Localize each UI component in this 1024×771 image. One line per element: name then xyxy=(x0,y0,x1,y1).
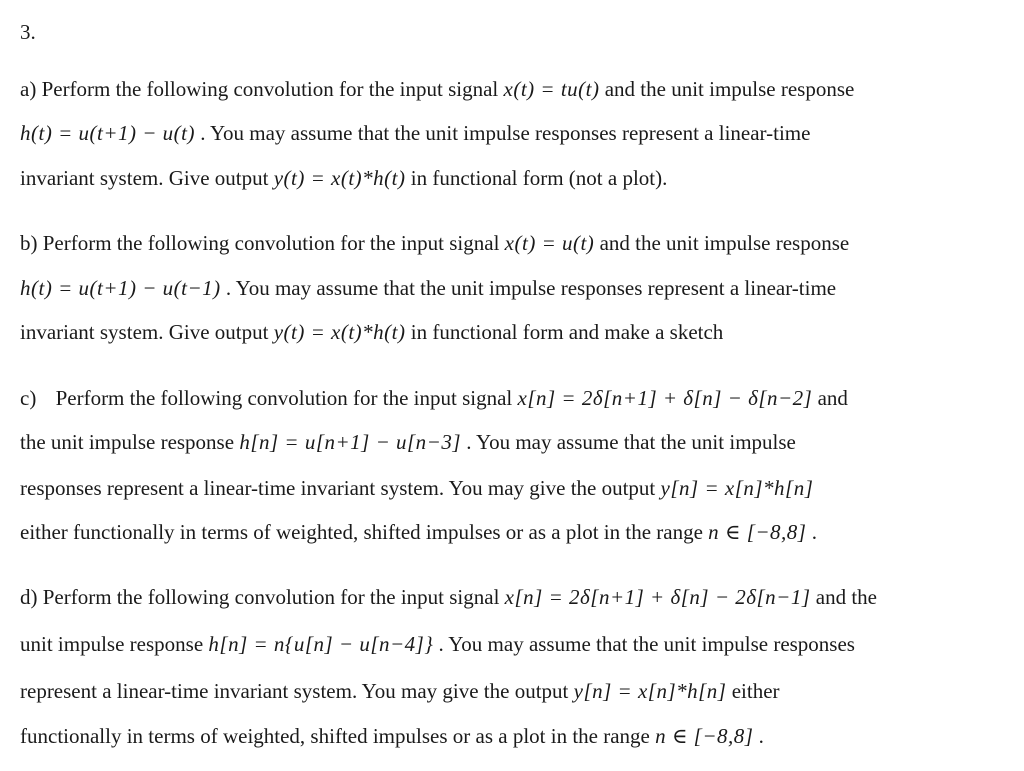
part-d-input-signal: x[n] = 2δ[n+1] + δ[n] − 2δ[n−1] xyxy=(504,585,811,609)
part-a-text: a) Perform the following convolution for the input signal xyxy=(20,77,499,101)
part-c-output: y[n] = x[n]*h[n] xyxy=(660,476,814,500)
question-number: 3. xyxy=(20,20,36,44)
part-d-text: either xyxy=(731,679,780,703)
part-d-text: unit impulse response xyxy=(20,632,204,656)
part-d-line-1 xyxy=(20,582,1010,612)
part-a-text: and the unit impulse response xyxy=(604,77,855,101)
part-d-text: and the xyxy=(815,585,877,609)
part-a-input-signal: x(t) = tu(t) xyxy=(503,77,600,101)
part-d-range: n ∈ [−8,8] xyxy=(655,724,754,748)
part-b-text: b) Perform the following convolution for the input signal xyxy=(20,231,500,255)
part-b-text: invariant system. Give output xyxy=(20,320,269,344)
part-d-output: y[n] = x[n]*h[n] xyxy=(573,679,727,703)
part-c-text: responses represent a linear-time invariant system. You may give the output xyxy=(20,476,656,500)
part-c-line-4 xyxy=(20,517,1010,547)
part-a-text: in functional form (not a plot). xyxy=(410,166,668,190)
part-c-line-2 xyxy=(20,427,1010,457)
part-d-line-3 xyxy=(20,676,1010,706)
part-b-text: in functional form and make a sketch xyxy=(410,320,724,344)
part-d-text: . xyxy=(758,724,764,748)
part-b-impulse-response: h(t) = u(t+1) − u(t−1) xyxy=(20,276,221,300)
part-c-text: the unit impulse response xyxy=(20,430,235,454)
part-d-line-4 xyxy=(20,721,1010,751)
part-a-output: y(t) = x(t)*h(t) xyxy=(273,166,406,190)
part-d-text: functionally in terms of weighted, shifted impulses or as a plot in the range xyxy=(20,724,650,748)
part-d-text: . You may assume that the unit impulse responses xyxy=(438,632,855,656)
part-c-text: either functionally in terms of weighted, shifted impulses or as a plot in the range xyxy=(20,520,703,544)
part-d-impulse-response: h[n] = n{u[n] − u[n−4]} xyxy=(208,632,434,656)
part-b-text: and the unit impulse response xyxy=(599,231,850,255)
part-a-line-3 xyxy=(20,163,1010,193)
part-a-line-1 xyxy=(20,74,1010,104)
part-c-label: c) xyxy=(20,386,37,410)
part-c-text: and xyxy=(817,386,848,410)
part-c-input-signal: x[n] = 2δ[n+1] + δ[n] − δ[n−2] xyxy=(517,386,813,410)
part-b-line-3 xyxy=(20,317,1010,347)
part-d-line-2 xyxy=(20,629,1010,659)
part-c-line-1 xyxy=(20,383,1010,413)
part-c-text: Perform the following convolution for the input signal xyxy=(55,386,513,410)
part-c-range: n ∈ [−8,8] xyxy=(708,520,807,544)
part-c-text: . xyxy=(811,520,817,544)
part-a-impulse-response: h(t) = u(t+1) − u(t) xyxy=(20,121,195,145)
part-d-text: d) Perform the following convolution for the input signal xyxy=(20,585,500,609)
part-a-text: . You may assume that the unit impulse responses represent a linear-time xyxy=(200,121,811,145)
part-b-line-1 xyxy=(20,228,1010,258)
part-a-line-2 xyxy=(20,118,1010,148)
part-c-line-3 xyxy=(20,473,1010,503)
part-b-output: y(t) = x(t)*h(t) xyxy=(273,320,406,344)
part-b-text: . You may assume that the unit impulse responses represent a linear-time xyxy=(225,276,837,300)
part-a-text: invariant system. Give output xyxy=(20,166,269,190)
part-d-text: represent a linear-time invariant system. You may give the output xyxy=(20,679,569,703)
part-b-input-signal: x(t) = u(t) xyxy=(504,231,595,255)
part-c-text: . You may assume that the unit impulse xyxy=(466,430,796,454)
part-b-line-2 xyxy=(20,273,1010,303)
part-c-impulse-response: h[n] = u[n+1] − u[n−3] xyxy=(239,430,462,454)
